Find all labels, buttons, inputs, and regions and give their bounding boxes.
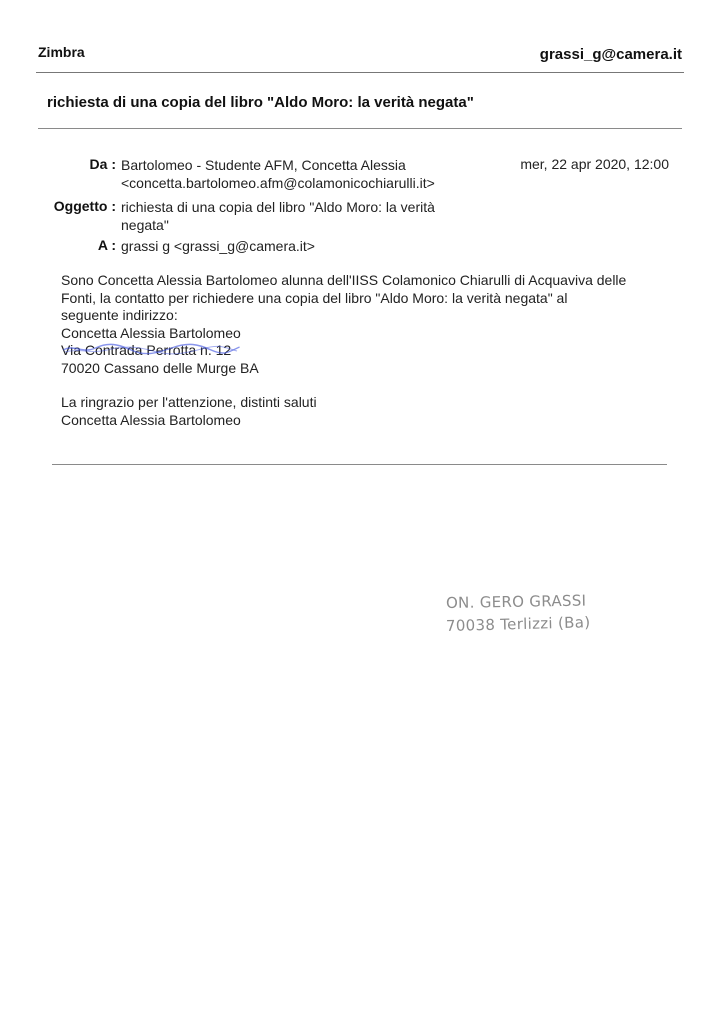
subject-value-line2: negata" — [121, 217, 169, 233]
paragraph-gap — [61, 377, 661, 394]
body-line: seguente indirizzo: — [61, 307, 178, 323]
body-closing: La ringrazio per l'attenzione, distinti saluti — [61, 394, 317, 410]
message-date: mer, 22 apr 2020, 12:00 — [520, 156, 669, 172]
subject-value-line1: richiesta di una copia del libro "Aldo Moro: la verità — [121, 199, 435, 215]
from-name: Bartolomeo - Studente AFM, Concetta Alessia — [121, 157, 406, 173]
stamp-address: 70038 Terlizzi (Ba) — [445, 613, 591, 635]
body-address-name: Concetta Alessia Bartolomeo — [61, 324, 241, 341]
from-label: Da : — [89, 156, 116, 172]
header-divider — [36, 72, 684, 73]
subject-value — [121, 198, 435, 234]
office-stamp — [446, 592, 590, 638]
body-address-street: Via Contrada Perrotta n. 12 — [61, 342, 232, 358]
message-body — [61, 272, 661, 429]
body-divider — [52, 464, 667, 465]
body-signature: Concetta Alessia Bartolomeo — [61, 411, 241, 428]
message-subject-title: richiesta di una copia del libro "Aldo Moro: la verità negata" — [47, 94, 474, 111]
from-value — [121, 156, 435, 192]
body-line: Fonti, la contatto per richiedere una copia del libro "Aldo Moro: la verità negata" al — [61, 289, 568, 306]
body-address-city: 70020 Cassano delle Murge BA — [61, 359, 259, 376]
body-line: Sono Concetta Alessia Bartolomeo alunna dell'IISS Colamonico Chiarulli di Acquaviva delle — [61, 272, 627, 288]
subject-divider — [38, 128, 682, 129]
to-value: grassi g <grassi_g@camera.it> — [121, 238, 315, 254]
subject-label: Oggetto : — [53, 198, 116, 214]
user-email: grassi_g@camera.it — [539, 46, 682, 63]
to-label: A : — [97, 237, 116, 253]
from-address: <concetta.bartolomeo.afm@colamonicochiarulli.it> — [121, 175, 435, 191]
app-name: Zimbra — [38, 44, 85, 60]
stamp-name: ON. GERO GRASSI — [445, 591, 587, 612]
